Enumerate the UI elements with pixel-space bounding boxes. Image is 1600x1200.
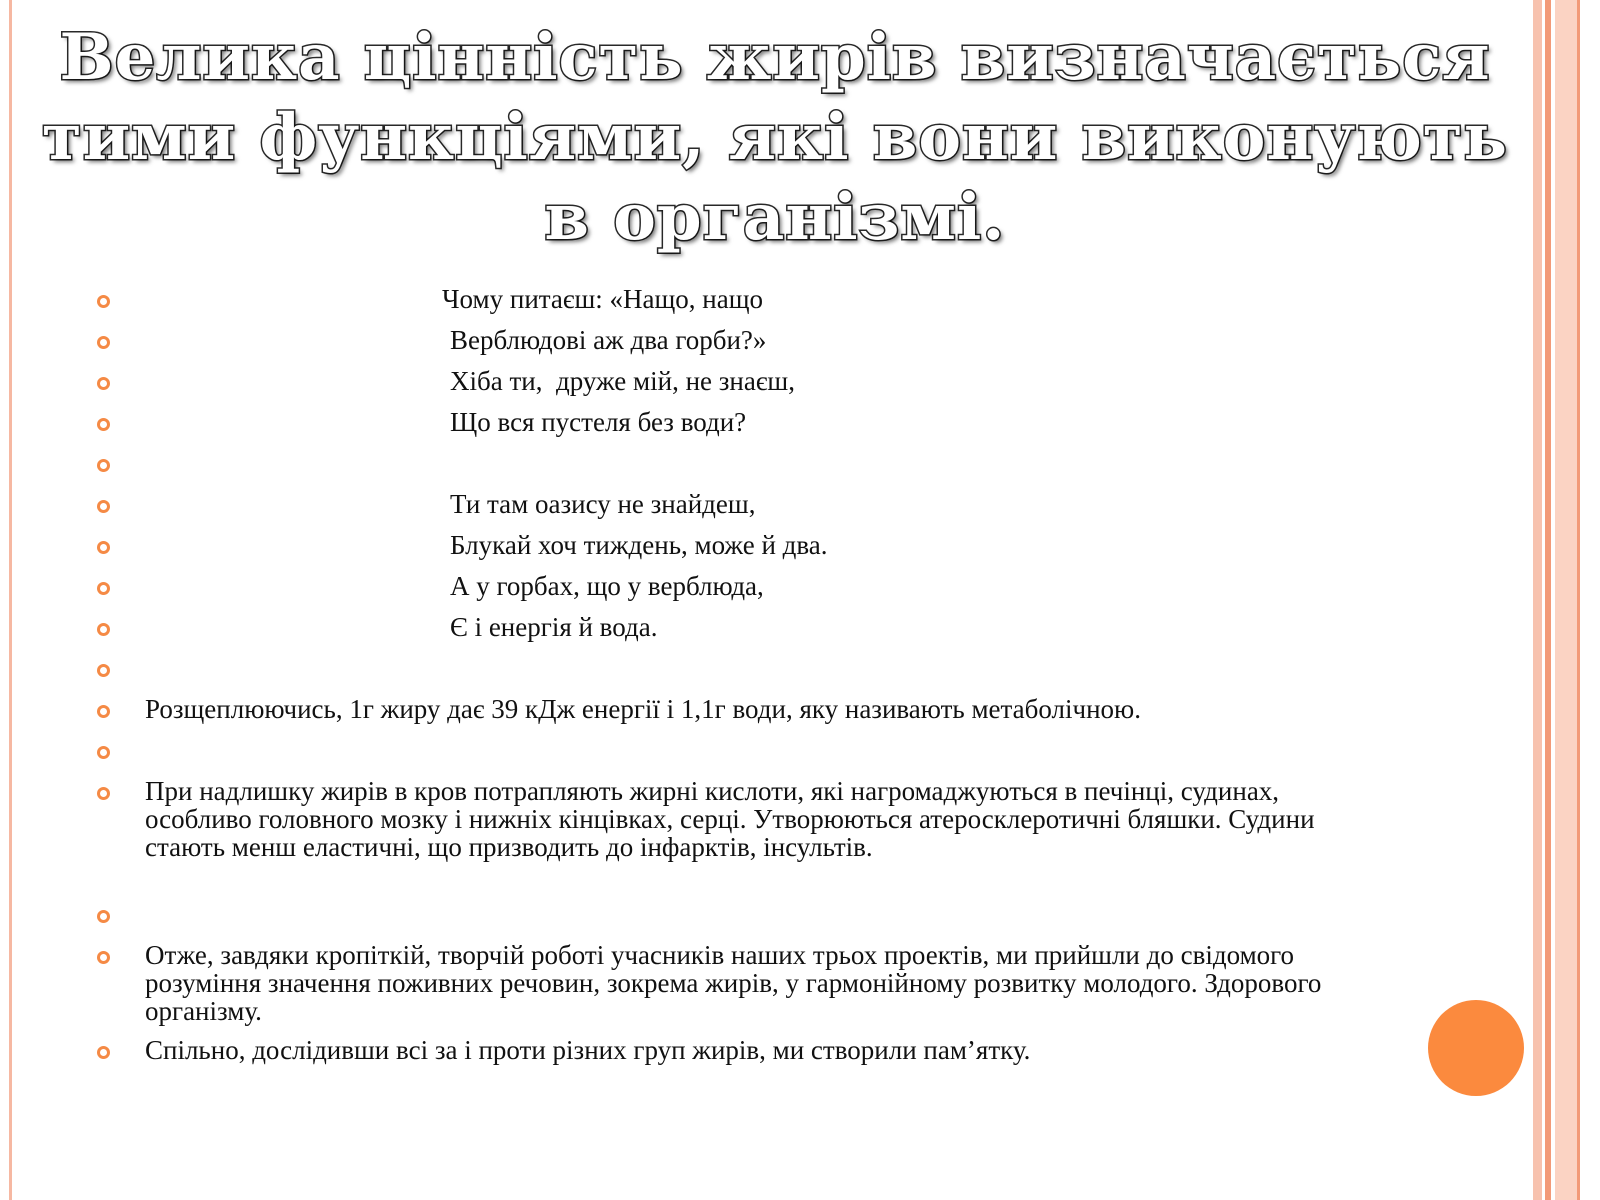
bullet-icon <box>97 541 110 554</box>
bullet-icon <box>97 295 110 308</box>
poem-line: Ти там оазису не знайдеш, <box>450 489 756 519</box>
poem-line: Що вся пустеля без води? <box>450 407 747 437</box>
bullet-icon <box>97 705 110 718</box>
paragraph-text: Розщеплюючись, 1г жиру дає 39 кДж енергії і 1,1г води, яку називають метаболічною. <box>145 694 1141 724</box>
bullet-icon <box>97 787 110 800</box>
decorative-circle <box>1428 1000 1524 1096</box>
slide-title: Велика цінність жирів визначається тими функціями, які вони виконують в організмі. <box>42 20 1508 255</box>
paragraph-text: Спільно, дослідивши всі за і проти різних груп жирів, ми створили пам’ятку. <box>145 1035 1031 1065</box>
bullet-icon <box>97 951 110 964</box>
bullet-icon <box>97 336 110 349</box>
poem-line: Хіба ти, друже мій, не знаєш, <box>450 366 795 396</box>
poem-line: Чому питаєш: «Нащо, нащо <box>442 284 764 314</box>
poem-line: Блукай хоч тиждень, може й два. <box>450 530 828 560</box>
bullet-icon <box>97 418 110 431</box>
bullet-icon <box>97 500 110 513</box>
paragraph-text: Отже, завдяки кропіткій, творчій роботі учасників наших трьох проектів, ми прийшли до свідомого розуміння значення поживних речовин, зокрема жирів, у гармонійному розвитку молодого. Здорового організму. <box>145 940 1322 1026</box>
poem-line: А у горбах, що у верблюда, <box>450 571 764 601</box>
bullet-icon <box>97 459 110 472</box>
bullet-icon <box>97 377 110 390</box>
bullet-icon <box>97 623 110 636</box>
bullet-icon <box>97 664 110 677</box>
bullet-icon <box>97 1046 110 1059</box>
poem-line: Є і енергія й вода. <box>450 612 658 642</box>
bullet-icon <box>97 910 110 923</box>
paragraph-text: При надлишку жирів в кров потрапляють жирні кислоти, які нагромаджуються в печінці, судинах, особливо головного мозку і нижніх кінцівках, серці. Утворюються атеросклеротичні бляшки. Судини стають менш еластичні, що призводить до інфарктів, інсультів. <box>145 776 1315 862</box>
bullet-icon <box>97 582 110 595</box>
bullet-icon <box>97 746 110 759</box>
poem-line: Верблюдові аж два горби?» <box>450 325 767 355</box>
